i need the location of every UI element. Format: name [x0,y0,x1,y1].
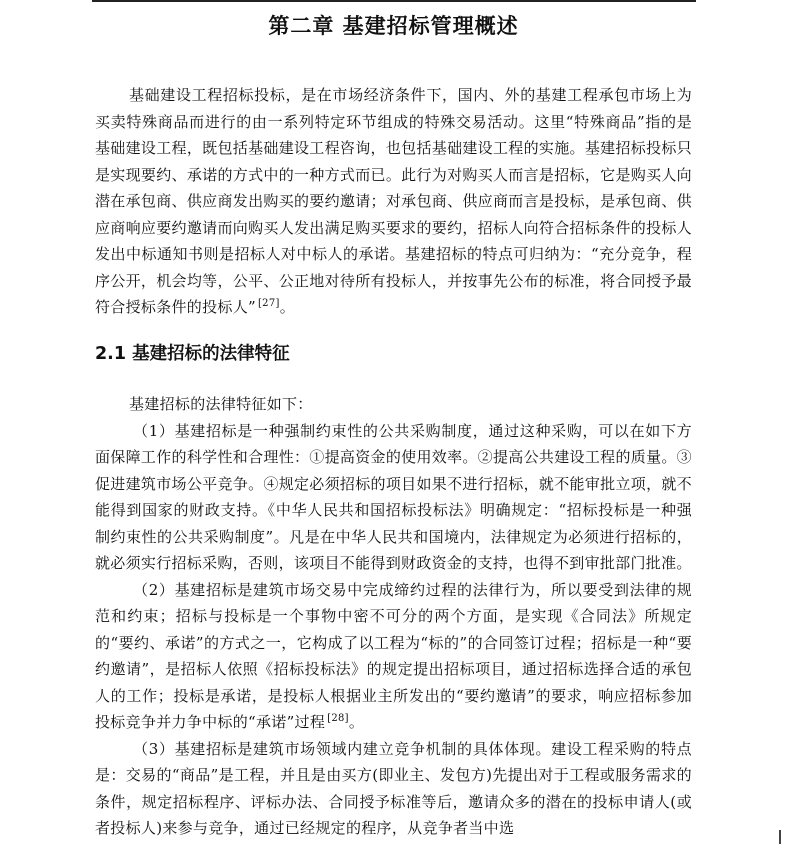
intro-end: 。 [279,298,296,316]
intro-text: 基础建设工程招标投标，是在市场经济条件下，国内、外的基建工程承包市场上为买卖特殊商品而进行的由一系列特定环节组成的特殊交易活动。这里“特殊商品”指的是基础建设工程，既包括基础建设工程咨询，也包括基础建设工程的实施。基建招标投标只是实现要约、承诺的方式中的一种方式而已。此行为对购买人而言是招标，它是购买人向潜在承包商、供应商发出购买的要约邀请；对承包商、供应商而言是投标，是承包商、供应商响应要约邀请而向购买人发出满足购买要求的要约，招标人向符合招标条件的投标人发出中标通知书则是招标人对中标人的承诺。基建招标的特点可归纳为：“充分竞争，程序公开，机会均等，公平、公正地对待所有投标人，并按事先公布的标准，将合同授予最符合授标条件的投标人” [95,86,692,316]
margin-mark [779,830,781,844]
intro-paragraph [95,82,692,321]
legal-feature-item-2 [95,577,692,736]
legal-feature-item-3: （3）基建招标是建筑市场领域内建立竞争机制的具体体现。建设工程采购的特点是：交易的“商品”是工程，并且是由买方(即业主、发包方)先提出对于工程或服务需求的条件，规定招标程序、评标办法、合同授予标准等后，邀请众多的潜在的投标申请人(或者投标人)来参与竞争，通过已经规定的程序，从竞争者当中选 [95,739,692,837]
item-2-text: （2）基建招标是建筑市场交易中完成缔约过程的法律行为，所以要受到法律的规范和约束；招标与投标是一个事物中密不可分的两个方面，是实现《合同法》所规定的“要约、承诺”的方式之一，它构成了以工程为“标的”的合同签订过程；招标是一种“要约邀请”，是招标人依照《招标投标法》的规定提出招标项目，通过招标选择合适的承包人的工作；投标是承诺，是投标人根据业主所发出的“要约邀请”的要求，响应招标参加投标竞争并力争中标的“承诺”过程 [95,580,692,731]
section-lead: 基建招标的法律特征如下： [129,395,313,413]
legal-feature-item-1: （1）基建招标是一种强制约束性的公共采购制度，通过这种采购，可以在如下方面保障工作的科学性和合理性：①提高资金的使用效率。②提高公共建设工程的质量。③促进建筑市场公平竞争。④规定必须招标的项目如果不进行招标，就不能审批立项，就不能得到国家的财政支持。《中华人民共和国招标投标法》明确规定：“招标投标是一种强制约束性的公共采购制度”。凡是在中华人民共和国境内，法律规定为必须进行招标的，就必须实行招标采购，否则，该项目不能得到财政资金的支持，也得不到审批部门批准。 [95,421,692,572]
item-2-citation: [28] [327,713,349,724]
section-body [95,391,692,842]
chapter-title: 第二章 基建招标管理概述 [268,14,519,38]
top-rule [92,0,696,2]
item-2-end: 。 [348,713,365,731]
intro-citation: [27] [257,298,280,309]
intro-block [95,82,692,321]
section-heading: 2.1 基建招标的法律特征 [95,344,290,364]
